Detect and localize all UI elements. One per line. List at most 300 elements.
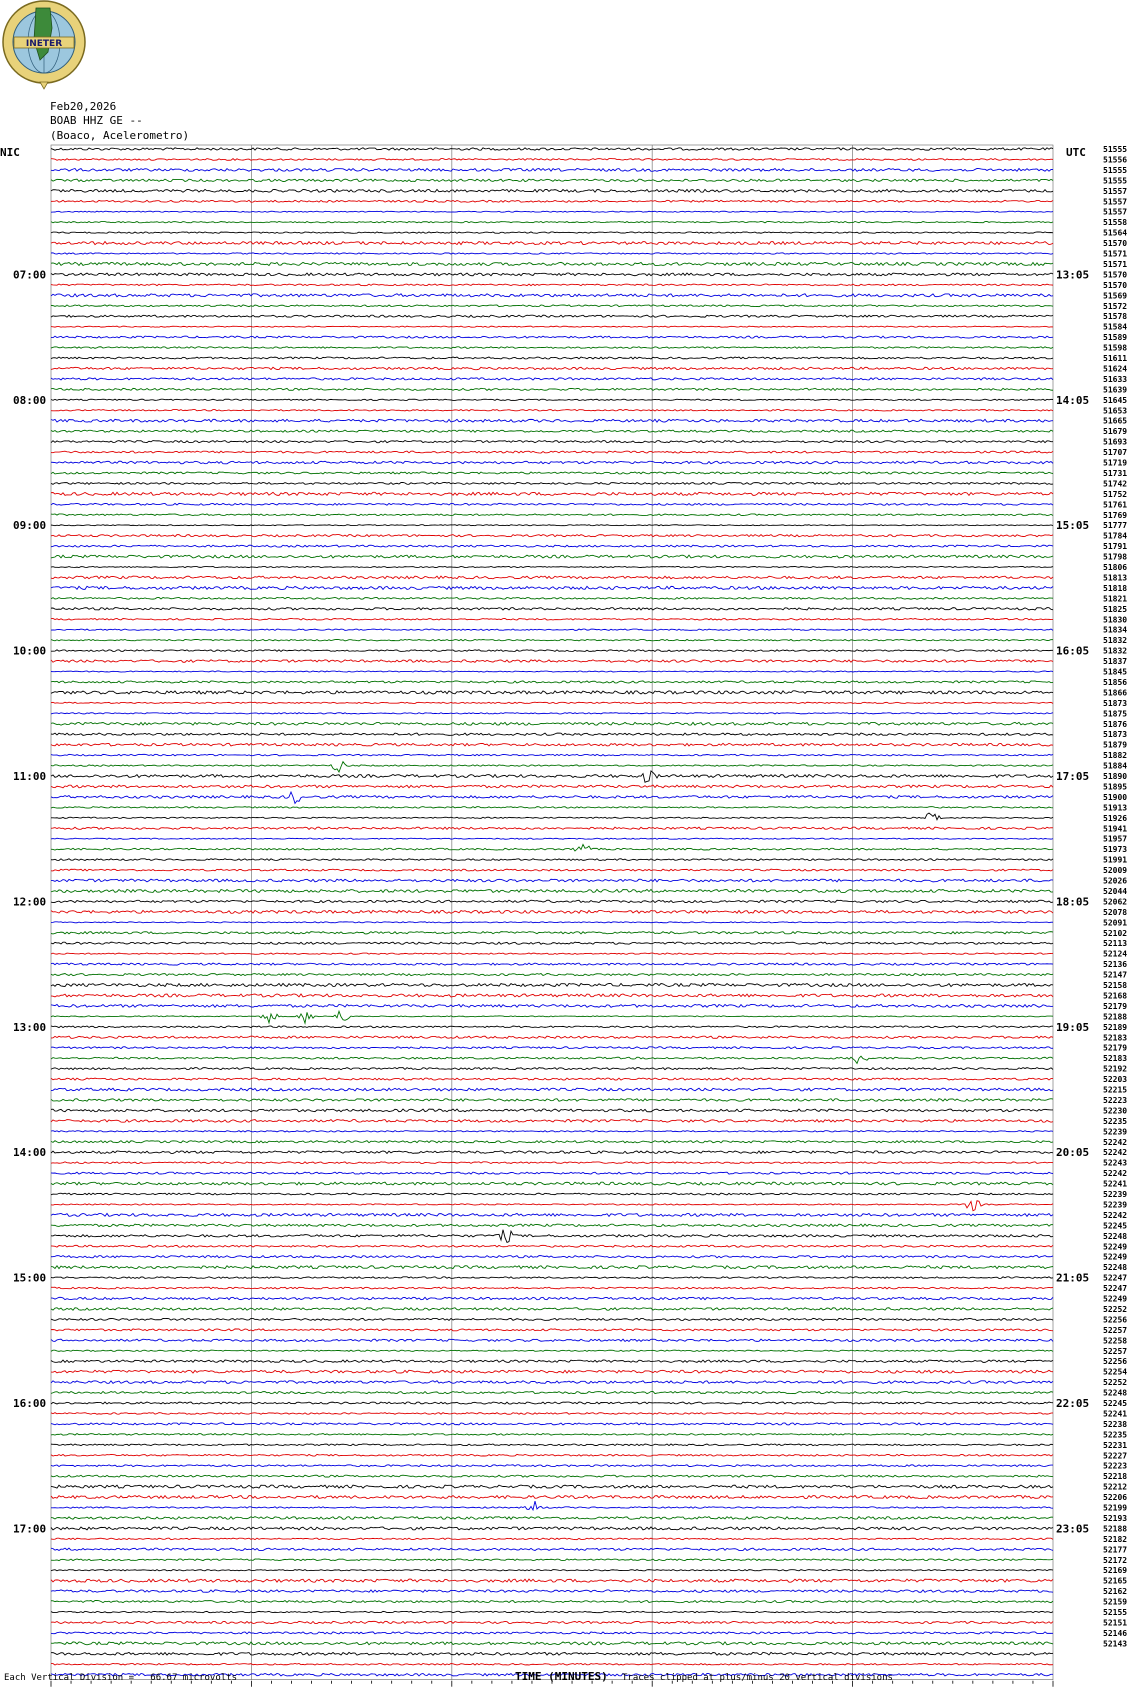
right-hour-label: 19:05 [1056, 1020, 1090, 1034]
row-value-label: 51900 [1103, 792, 1128, 802]
trace-row [51, 889, 1053, 892]
row-value-label: 52256 [1103, 1357, 1128, 1367]
right-timezone-label: UTC [1066, 146, 1086, 159]
row-value-label: 51913 [1103, 803, 1128, 813]
trace-row [51, 232, 1053, 233]
row-value-label: 51832 [1103, 646, 1128, 656]
row-value-label: 51570 [1103, 239, 1128, 249]
row-value-label: 51821 [1103, 594, 1128, 604]
trace-row [51, 762, 1053, 772]
row-value-label: 52248 [1103, 1388, 1128, 1398]
row-value-label: 51991 [1103, 855, 1128, 865]
row-value-label: 51882 [1103, 751, 1128, 761]
row-value-label: 51556 [1103, 155, 1128, 165]
trace-row [51, 597, 1053, 599]
row-value-label: 51555 [1103, 165, 1128, 175]
logo-text: INETER [25, 39, 63, 49]
row-value-label: 51572 [1103, 301, 1128, 311]
trace-row [51, 1120, 1053, 1123]
row-value-label: 51777 [1103, 521, 1128, 531]
trace-row [51, 441, 1053, 443]
row-value-label: 52172 [1103, 1555, 1128, 1565]
row-value-label: 52188 [1103, 1524, 1128, 1534]
row-value-label: 52212 [1103, 1482, 1128, 1492]
trace-row [51, 671, 1053, 672]
trace-row [51, 639, 1053, 640]
row-value-label: 52177 [1103, 1545, 1128, 1555]
row-value-label: 51941 [1103, 824, 1128, 834]
trace-row [51, 1078, 1053, 1080]
trace-row [51, 1131, 1053, 1132]
row-value-label: 51731 [1103, 468, 1128, 478]
row-value-label: 52136 [1103, 960, 1128, 970]
row-value-label: 52231 [1103, 1440, 1128, 1450]
trace-row [51, 419, 1053, 422]
row-value-label: 52257 [1103, 1325, 1128, 1335]
trace-row [51, 1099, 1053, 1102]
trace-row [51, 1011, 1053, 1023]
trace-row [51, 1287, 1053, 1289]
trace-row [51, 242, 1053, 245]
row-value-label: 52183 [1103, 1033, 1128, 1043]
row-value-label: 52245 [1103, 1399, 1128, 1408]
row-value-label: 52188 [1103, 1012, 1128, 1022]
row-value-label: 52151 [1103, 1618, 1128, 1628]
left-hour-label: 08:00 [13, 393, 47, 407]
row-value-label: 52249 [1103, 1242, 1128, 1252]
row-value-label: 51834 [1103, 625, 1128, 635]
row-value-label: 52230 [1103, 1106, 1128, 1116]
trace-row [51, 211, 1053, 212]
row-value-label: 52113 [1103, 939, 1128, 949]
row-value-label: 51665 [1103, 416, 1128, 426]
trace-row [51, 1266, 1053, 1269]
row-value-label: 52245 [1103, 1221, 1128, 1231]
row-value-label: 51693 [1103, 437, 1128, 447]
row-value-label: 51679 [1103, 427, 1128, 437]
trace-row [51, 785, 1053, 788]
row-value-label: 51761 [1103, 500, 1128, 510]
trace-row [51, 1068, 1053, 1070]
row-value-label: 52102 [1103, 928, 1128, 938]
trace-row [51, 1026, 1053, 1028]
trace-row [51, 305, 1053, 307]
trace-row [51, 1360, 1053, 1362]
row-value-label: 51571 [1103, 259, 1128, 269]
row-value-label: 52223 [1103, 1095, 1128, 1105]
trace-row [51, 1329, 1053, 1331]
trace-row [51, 1527, 1053, 1530]
trace-row [51, 844, 1053, 851]
row-value-label: 52179 [1103, 1043, 1128, 1053]
header-date: Feb20,2026 [50, 100, 117, 113]
right-hour-label: 17:05 [1056, 770, 1090, 783]
row-value-label: 52223 [1103, 1461, 1128, 1471]
row-value-label: 52227 [1103, 1451, 1128, 1461]
left-hour-label: 16:00 [13, 1397, 47, 1410]
trace-row [51, 879, 1053, 882]
trace-row [51, 367, 1053, 369]
row-value-label: 51837 [1103, 657, 1128, 667]
left-timezone-label: NIC [0, 146, 20, 159]
trace-row [51, 608, 1053, 610]
trace-row [51, 1151, 1053, 1154]
trace-row [51, 754, 1053, 756]
row-value-label: 52242 [1103, 1137, 1128, 1147]
trace-row [51, 253, 1053, 254]
left-hour-label: 11:00 [13, 770, 47, 783]
trace-row [51, 200, 1053, 202]
trace-row [51, 1570, 1053, 1571]
row-value-label: 52254 [1103, 1367, 1128, 1377]
left-hour-label: 15:00 [13, 1271, 47, 1285]
trace-row [51, 681, 1053, 683]
row-value-label: 52252 [1103, 1378, 1128, 1388]
trace-row [51, 535, 1053, 537]
trace-row [51, 1621, 1053, 1623]
row-value-label: 52238 [1103, 1419, 1128, 1429]
row-value-label: 51611 [1103, 354, 1128, 363]
trace-row [51, 1517, 1053, 1520]
trace-row [51, 1454, 1053, 1456]
row-value-label: 51791 [1103, 542, 1128, 552]
row-value-label: 51569 [1103, 291, 1128, 301]
row-value-label: 52242 [1103, 1148, 1128, 1158]
trace-row [51, 586, 1053, 589]
trace-row [51, 1004, 1053, 1007]
row-value-label: 52206 [1103, 1493, 1128, 1503]
row-value-label: 51570 [1103, 280, 1128, 290]
row-value-label: 51589 [1103, 333, 1128, 343]
row-value-label: 52078 [1103, 907, 1128, 917]
trace-row [51, 827, 1053, 829]
left-hour-label: 13:00 [13, 1020, 47, 1034]
trace-row [51, 357, 1053, 359]
trace-row [51, 492, 1053, 495]
row-value-label: 52165 [1103, 1576, 1128, 1586]
trace-row [51, 1339, 1053, 1341]
trace-row [51, 1256, 1053, 1258]
row-value-label: 51890 [1103, 772, 1128, 781]
row-value-label: 52183 [1103, 1054, 1128, 1064]
trace-row [51, 942, 1053, 944]
row-value-label: 52158 [1103, 981, 1128, 990]
trace-row [51, 922, 1053, 923]
header-station: BOAB HHZ GE -- [50, 114, 143, 127]
trace-row [51, 284, 1053, 286]
row-value-label: 52203 [1103, 1075, 1128, 1085]
row-value-label: 51876 [1103, 719, 1128, 729]
row-value-label: 51830 [1103, 615, 1128, 625]
row-value-label: 52146 [1103, 1628, 1128, 1638]
left-hour-label: 17:00 [13, 1522, 47, 1536]
row-value-label: 52182 [1103, 1534, 1128, 1544]
row-value-label: 52235 [1103, 1116, 1128, 1126]
trace-row [51, 792, 1053, 803]
trace-row [51, 713, 1053, 714]
row-value-label: 52193 [1103, 1513, 1128, 1523]
row-value-label: 52147 [1103, 970, 1128, 980]
trace-row [51, 1350, 1053, 1351]
trace-row [51, 1485, 1053, 1488]
trace-row [51, 1642, 1053, 1645]
trace-row [51, 1663, 1053, 1665]
row-value-label: 52159 [1103, 1597, 1128, 1607]
trace-row [51, 618, 1053, 620]
trace-row [51, 733, 1053, 735]
row-value-label: 52168 [1103, 991, 1128, 1001]
trace-row [51, 1434, 1053, 1436]
row-value-label: 52239 [1103, 1200, 1128, 1210]
row-value-label: 52179 [1103, 1001, 1128, 1011]
row-value-label: 52258 [1103, 1336, 1128, 1346]
row-value-label: 52239 [1103, 1127, 1128, 1137]
row-value-label: 52248 [1103, 1263, 1128, 1273]
trace-row [51, 482, 1053, 484]
right-hour-label: 20:05 [1056, 1146, 1090, 1160]
row-value-label: 52155 [1103, 1608, 1128, 1617]
trace-row [51, 650, 1053, 652]
row-value-label: 51564 [1103, 228, 1128, 238]
trace-row [51, 410, 1053, 411]
trace-row [51, 1496, 1053, 1499]
trace-row [51, 1381, 1053, 1384]
right-hour-label: 16:05 [1056, 644, 1090, 658]
trace-row [51, 743, 1053, 746]
row-value-label: 51769 [1103, 510, 1128, 520]
trace-row [51, 1245, 1053, 1247]
trace-row [51, 1036, 1053, 1038]
left-hour-label: 12:00 [13, 895, 47, 909]
row-value-label: 52242 [1103, 1169, 1128, 1179]
row-value-label: 51584 [1103, 322, 1128, 332]
trace-row [51, 813, 1053, 820]
left-hour-label: 10:00 [13, 644, 47, 658]
row-value-label: 52162 [1103, 1587, 1128, 1597]
right-hour-label: 15:05 [1056, 519, 1090, 533]
row-value-label: 51875 [1103, 709, 1128, 719]
row-value-label: 52249 [1103, 1294, 1128, 1304]
trace-row [51, 1277, 1053, 1279]
trace-row [51, 545, 1053, 547]
row-value-label: 52124 [1103, 949, 1128, 959]
trace-row [51, 1402, 1053, 1404]
row-value-label: 51558 [1103, 218, 1128, 228]
trace-row [51, 1182, 1053, 1185]
row-value-label: 51873 [1103, 698, 1128, 708]
row-value-label: 51856 [1103, 677, 1128, 687]
clip-note: Traces clipped at plus/minus 20 vertical divisions [622, 1673, 893, 1683]
row-value-label: 51742 [1103, 479, 1128, 489]
row-value-label: 51719 [1103, 458, 1128, 468]
trace-row [51, 1109, 1053, 1112]
row-value-label: 52143 [1103, 1639, 1128, 1649]
trace-row [51, 807, 1053, 808]
row-value-label: 51633 [1103, 374, 1128, 384]
trace-row [51, 399, 1053, 400]
trace-row [51, 1559, 1053, 1561]
x-axis-title: TIME (MINUTES) [515, 1670, 608, 1683]
row-value-label: 52192 [1103, 1064, 1128, 1074]
row-value-label: 52249 [1103, 1252, 1128, 1262]
trace-row [51, 1318, 1053, 1320]
row-value-label: 52189 [1103, 1022, 1128, 1032]
trace-row [51, 1632, 1053, 1634]
row-value-label: 51845 [1103, 667, 1128, 677]
row-value-label: 51825 [1103, 604, 1128, 614]
trace-row [51, 189, 1053, 192]
trace-row [51, 378, 1053, 380]
trace-row [51, 576, 1053, 579]
row-value-label: 51624 [1103, 364, 1128, 374]
trace-row [51, 1548, 1053, 1550]
trace-row [51, 963, 1053, 965]
row-value-label: 52243 [1103, 1158, 1128, 1168]
trace-row [51, 514, 1053, 516]
row-value-label: 51557 [1103, 207, 1128, 217]
left-hour-label: 09:00 [13, 519, 47, 533]
trace-row [51, 953, 1053, 954]
row-value-label: 52241 [1103, 1179, 1128, 1189]
row-value-label: 51973 [1103, 845, 1128, 855]
row-value-label: 51707 [1103, 448, 1128, 458]
row-value-label: 51571 [1103, 249, 1128, 259]
trace-row [51, 1444, 1053, 1446]
trace-row [51, 900, 1053, 902]
trace-row [51, 273, 1053, 276]
row-value-label: 52218 [1103, 1472, 1128, 1482]
row-value-label: 51957 [1103, 834, 1128, 844]
trace-row [51, 503, 1053, 505]
trace-row [51, 1538, 1053, 1540]
trace-row [51, 702, 1053, 703]
trace-row [51, 179, 1053, 181]
row-value-label: 51798 [1103, 552, 1128, 562]
row-value-label: 52199 [1103, 1503, 1128, 1513]
trace-row [51, 1047, 1053, 1049]
trace-row [51, 1579, 1053, 1582]
right-hour-label: 21:05 [1056, 1271, 1090, 1285]
trace-row [51, 859, 1053, 861]
row-value-label: 51813 [1103, 573, 1128, 583]
row-value-label: 51555 [1103, 176, 1128, 186]
row-value-label: 51806 [1103, 563, 1128, 572]
right-hour-label: 18:05 [1056, 895, 1090, 909]
trace-row [51, 1224, 1053, 1227]
right-hour-label: 14:05 [1056, 393, 1090, 407]
trace-row [51, 461, 1053, 464]
trace-row [51, 347, 1053, 349]
row-value-label: 51653 [1103, 406, 1128, 416]
trace-row [51, 771, 1053, 782]
row-value-label: 51578 [1103, 312, 1128, 322]
row-value-label: 51818 [1103, 583, 1128, 593]
trace-row [51, 326, 1053, 327]
trace-row [51, 691, 1053, 694]
row-value-label: 51555 [1103, 145, 1128, 154]
trace-row [51, 660, 1053, 662]
row-value-label: 52026 [1103, 876, 1128, 886]
row-value-label: 52256 [1103, 1315, 1128, 1325]
row-value-label: 52062 [1103, 897, 1128, 907]
row-value-label: 51895 [1103, 782, 1128, 792]
row-value-label: 52235 [1103, 1430, 1128, 1440]
row-value-label: 51832 [1103, 636, 1128, 646]
trace-row [51, 1465, 1053, 1467]
trace-row [51, 629, 1053, 630]
trace-row [51, 262, 1053, 265]
trace-row [51, 869, 1053, 871]
row-value-label: 52247 [1103, 1284, 1128, 1294]
trace-row [51, 148, 1053, 150]
row-value-label: 52247 [1103, 1273, 1128, 1283]
vertical-division-note: Each Vertical Division = 66.67 microvolts [4, 1673, 237, 1683]
trace-row [51, 336, 1053, 338]
trace-row [51, 430, 1053, 432]
trace-row [51, 1201, 1053, 1211]
trace-row [51, 1088, 1053, 1091]
row-value-label: 52169 [1103, 1566, 1128, 1576]
row-value-label: 51645 [1103, 395, 1128, 405]
row-value-label: 51884 [1103, 761, 1128, 771]
trace-row [51, 1172, 1053, 1174]
trace-row [51, 294, 1053, 297]
trace-row [51, 169, 1053, 172]
trace-row [51, 1308, 1053, 1310]
trace-row [51, 1600, 1053, 1602]
row-value-label: 52248 [1103, 1231, 1128, 1241]
row-value-label: 52242 [1103, 1210, 1128, 1220]
trace-row [51, 315, 1053, 317]
row-value-label: 51866 [1103, 688, 1128, 698]
row-value-label: 52239 [1103, 1190, 1128, 1199]
left-hour-label: 14:00 [13, 1146, 47, 1160]
right-hour-label: 13:05 [1056, 268, 1090, 282]
trace-row [51, 1391, 1053, 1393]
trace-row [51, 1141, 1053, 1143]
row-value-label: 52252 [1103, 1304, 1128, 1314]
trace-row [51, 994, 1053, 997]
trace-row [51, 1193, 1053, 1195]
row-value-label: 51570 [1103, 270, 1128, 280]
row-value-label: 52257 [1103, 1346, 1128, 1356]
trace-row [51, 838, 1053, 839]
trace-row [51, 1475, 1053, 1477]
trace-row [51, 451, 1053, 453]
trace-row [51, 722, 1053, 725]
right-hour-label: 23:05 [1056, 1522, 1090, 1536]
trace-row [51, 555, 1053, 558]
trace-row [51, 472, 1053, 474]
trace-row [51, 1413, 1053, 1415]
trace-row [51, 1501, 1053, 1510]
right-hour-label: 22:05 [1056, 1397, 1090, 1410]
trace-row [51, 159, 1053, 161]
row-value-label: 51557 [1103, 186, 1128, 196]
row-value-label: 51752 [1103, 489, 1128, 499]
trace-row [51, 525, 1053, 526]
row-value-label: 51926 [1103, 813, 1128, 823]
row-value-label: 52241 [1103, 1409, 1128, 1419]
trace-row [51, 221, 1053, 222]
trace-row [51, 910, 1053, 913]
trace-row [51, 1611, 1053, 1612]
trace-row [51, 1370, 1053, 1373]
trace-row [51, 388, 1053, 390]
trace-row [51, 1590, 1053, 1592]
trace-row [51, 1230, 1053, 1243]
row-value-label: 51557 [1103, 197, 1128, 207]
